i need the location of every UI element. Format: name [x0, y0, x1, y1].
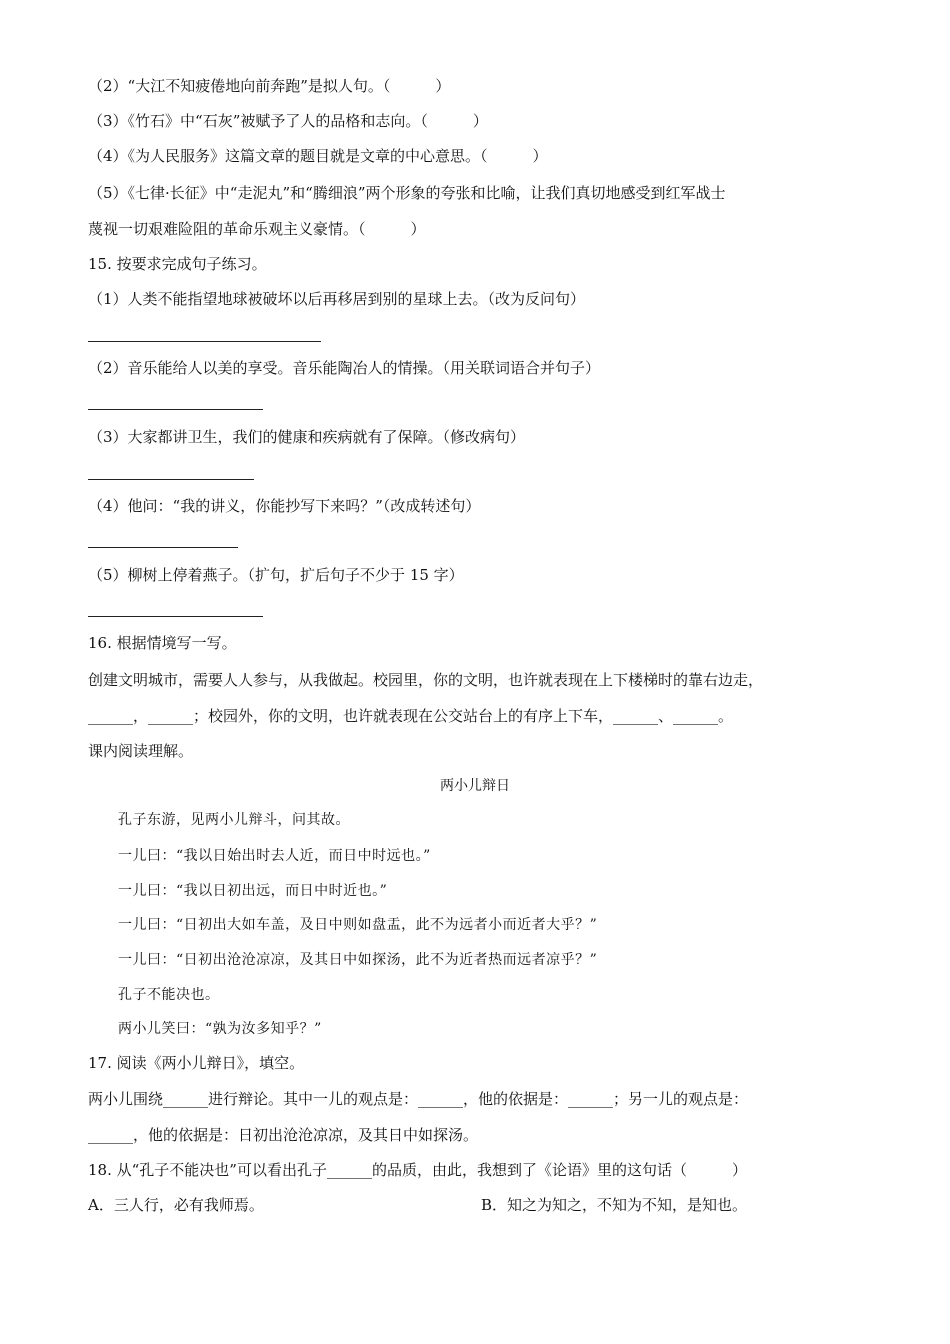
q15-answer-line-1[interactable] — [88, 341, 321, 342]
q15-heading: 15. 按要求完成句子练习。 — [88, 255, 267, 273]
q15-item-1: （1）人类不能指望地球被破坏以后再移居到别的星球上去。（改为反问句） — [88, 290, 586, 308]
q15-item-3: （3）大家都讲卫生，我们的健康和疾病就有了保障。（修改病句） — [88, 428, 526, 446]
q14-item-5: （5）《七律·长征》中“走泥丸”和“腾细浪”两个形象的夸张和比喻，让我们真切地感受到红军战士 — [88, 184, 726, 202]
q15-answer-line-5[interactable] — [88, 616, 263, 617]
passage-line-1: 孔子东游，见两小儿辩斗，问其故。 — [118, 812, 350, 828]
q15-answer-line-3[interactable] — [88, 479, 254, 480]
passage-line-2: 一儿曰：“我以日始出时去人近，而日中时远也。” — [118, 848, 431, 864]
passage-line-6: 孔子不能决也。 — [118, 987, 220, 1003]
q16-text-line-2: ______，______；校园外，你的文明，也许就表现在公交站台上的有序上下车，______、______。 — [88, 707, 734, 725]
q16-heading: 16. 根据情境写一写。 — [88, 634, 237, 652]
q15-item-4: （4）他问：“我的讲义，你能抄写下来吗？”（改成转述句） — [88, 497, 481, 515]
q18-heading: 18. 从“孔子不能决也”可以看出孔子______的品质，由此，我想到了《论语》里的这句话（ ） — [88, 1161, 747, 1179]
q16-text-line-1: 创建文明城市，需要人人参与，从我做起。校园里，你的文明，也许就表现在上下楼梯时的靠右边走， — [88, 671, 764, 689]
q14-item-5-cont: 蔑视一切艰难险阻的革命乐观主义豪情。（ ） — [88, 220, 426, 238]
q15-answer-line-4[interactable] — [88, 547, 238, 548]
q17-heading: 17. 阅读《两小儿辩日》，填空。 — [88, 1054, 305, 1072]
q17-text-line-2: ______，他的依据是：日初出沧沧凉凉，及其日中如探汤。 — [88, 1126, 479, 1144]
q14-item-4: （4）《为人民服务》这篇文章的题目就是文章的中心意思。（ ） — [88, 147, 548, 165]
q14-item-3: （3）《竹石》中“石灰”被赋予了人的品格和志向。（ ） — [88, 112, 488, 130]
q18-option-a[interactable]: A．三人行，必有我师焉。 — [88, 1196, 264, 1214]
passage-line-7: 两小儿笑曰：“孰为汝多知乎？” — [118, 1021, 322, 1037]
q14-item-2: （2）“大江不知疲倦地向前奔跑”是拟人句。（ ） — [88, 77, 451, 95]
q15-answer-line-2[interactable] — [88, 409, 263, 410]
passage-title: 两小儿辩日 — [440, 778, 510, 794]
q18-option-b[interactable]: B．知之为知之，不知为不知，是知也。 — [481, 1196, 748, 1214]
passage-line-5: 一儿曰：“日初出沧沧凉凉，及其日中如探汤，此不为近者热而远者凉乎？” — [118, 952, 598, 968]
reading-section-label: 课内阅读理解。 — [88, 742, 194, 760]
q15-item-5: （5）柳树上停着燕子。（扩句，扩后句子不少于 15 字） — [88, 566, 464, 584]
q15-item-2: （2）音乐能给人以美的享受。音乐能陶冶人的情操。（用关联词语合并句子） — [88, 359, 601, 377]
passage-line-3: 一儿曰：“我以日初出远，而日中时近也。” — [118, 883, 388, 899]
q17-text-line-1: 两小儿围绕______进行辩论。其中一儿的观点是：______，他的依据是：______；另一儿的观点是： — [88, 1090, 749, 1108]
passage-line-4: 一儿曰：“日初出大如车盖，及日中则如盘盂，此不为远者小而近者大乎？” — [118, 917, 598, 933]
